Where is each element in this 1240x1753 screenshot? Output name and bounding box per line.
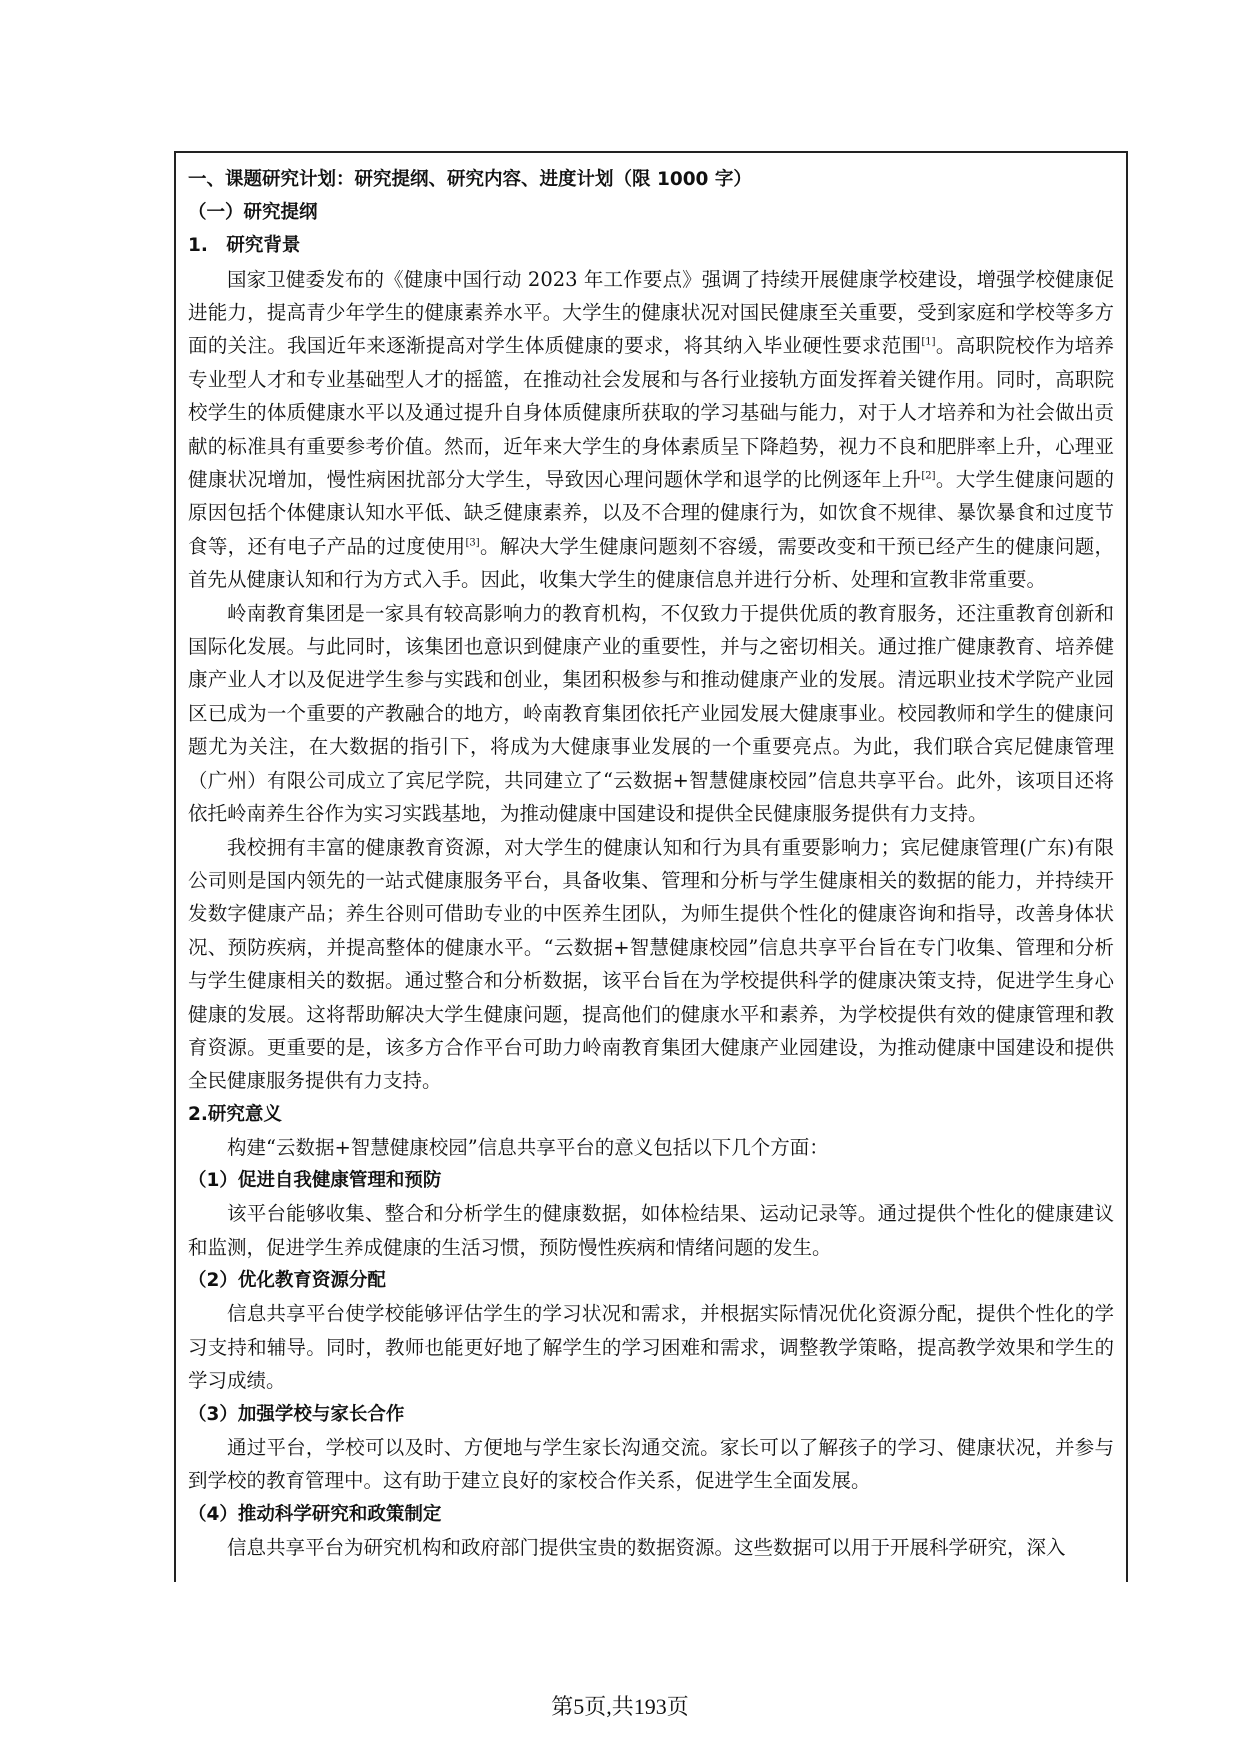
heading-research-background: 1. 研究背景 [188,235,301,257]
paragraph-2: 信息共享平台使学校能够评估学生的学习状况和需求，并根据实际情况优化资源分配，提供个性化的学习支持和辅导。同时，教师也能更好地了解学生的学习困难和需求，调整教学策略，提高教学效果和学生的学习成绩。 [188,1302,1114,1393]
paragraph-text: 国家卫健委发布的《健康中国行动 2023 年工作要点》强调了持续开展健康学校建设，增强学校健康促进能力，提高青少年学生的健康素养水平。大学生的健康状况对国民健康至关重要，受到家庭和学校等多方面的关注。我国近年来逐渐提高对学生体质健康的要求，将其纳入毕业硬性要求范围 [188,267,1114,358]
subheading-1: （1）促进自我健康管理和预防 [188,1170,442,1192]
citation-ref: [2] [921,470,936,482]
paragraph-3: 通过平台，学校可以及时、方便地与学生家长沟通交流。家长可以了解孩子的学习、健康状况，并参与到学校的教育管理中。这有助于建立良好的家校合作关系，促进学生全面发展。 [188,1435,1114,1493]
citation-ref: [3] [465,537,480,549]
paragraph-school-resources: 我校拥有丰富的健康教育资源，对大学生的健康认知和行为具有重要影响力；宾尼健康管理(广东)有限公司则是国内领先的一站式健康服务平台，具备收集、管理和分析与学生健康相关的数据的能力，并持续开发数字健康产品；养生谷则可借助专业的中医养生团队，为师生提供个性化的健康咨询和指导，改善身体状况、预防疾病，并提高整体的健康水平。“云数据+智慧健康校园”信息共享平台旨在专门收集、管理和分析与学生健康相关的数据。通过整合和分析数据，该平台旨在为学校提供科学的健康决策支持，促进学生身心健康的发展。这将帮助解决大学生健康问题，提高他们的健康水平和素养，为学校提供有效的健康管理和教育资源。更重要的是，该多方合作平台可助力岭南教育集团大健康产业园建设，为推动健康中国建设和提供全民健康服务提供有力支持。 [188,835,1114,1093]
paragraph-text: 。大学生健康问题的原因包括个体健康认知水平低、缺乏健康素养，以及不合理的健康行为，如饮食不规律、暴饮暴食和过度节食等，还有电子产品的过度使用 [188,468,1114,558]
subheading-3: （3）加强学校与家长合作 [188,1403,405,1425]
paragraph-lingnan-group: 岭南教育集团是一家具有较高影响力的教育机构，不仅致力于提供优质的教育服务，还注重教育创新和国际化发展。与此同时，该集团也意识到健康产业的重要性，并与之密切相关。通过推广健康教育、培养健康产业人才以及促进学生参与实践和创业，集团积极参与和推动健康产业的发展。清远职业技术学院产业园区已成为一个重要的产教融合的地方，岭南教育集团依托产业园发展大健康事业。校园教师和学生的健康问题尤为关注，在大数据的指引下，将成为大健康事业发展的一个重要亮点。为此，我们联合宾尼健康管理（广州）有限公司成立了宾尼学院，共同建立了“云数据+智慧健康校园”信息共享平台。此外，该项目还将依托岭南养生谷作为实习实践基地，为推动健康中国建设和提供全民健康服务提供有力支持。 [188,601,1114,826]
paragraph-4: 信息共享平台为研究机构和政府部门提供宝贵的数据资源。这些数据可以用于开展科学研究，深入 [227,1535,1066,1559]
paragraph-text: 。解决大学生健康问题刻不容缓，需要改变和干预已经产生的健康问题，首先从健康认知和行为方式入手。因此，收集大学生的健康信息并进行分析、处理和宣教非常重要。 [188,534,1114,592]
content-table-cell [174,151,1128,1582]
page-number: 第5页,共193页 [551,1694,689,1719]
subheading-2: （2）优化教育资源分配 [188,1270,386,1292]
paragraph-intro: 构建“云数据+智慧健康校园”信息共享平台的意义包括以下几个方面： [227,1135,829,1159]
subheading-4: （4）推动科学研究和政策制定 [188,1503,442,1525]
citation-ref: [1] [921,336,936,348]
paragraph-background [188,263,1114,597]
section-title: 一、课题研究计划：研究提纲、研究内容、进度计划（限 1000 字） [188,169,752,190]
heading-research-significance: 2.研究意义 [188,1103,282,1125]
paragraph-1: 该平台能够收集、整合和分析学生的健康数据，如体检结果、运动记录等。通过提供个性化的健康建议和监测，促进学生养成健康的生活习惯，预防慢性疾病和情绪问题的发生。 [188,1202,1114,1259]
subsection-heading: （一）研究提纲 [188,202,318,224]
paragraph-text: 。高职院校作为培养专业型人才和专业基础型人才的摇篮，在推动社会发展和与各行业接轨方面发挥着关键作用。同时，高职院校学生的体质健康水平以及通过提升自身体质健康所获取的学习基础与能力，对于人才培养和为社会做出贡献的标准具有重要参考价值。然而，近年来大学生的身体素质呈下降趋势，视力不良和肥胖率上升，心理亚健康状况增加，慢性病困扰部分大学生，导致因心理问题休学和退学的比例逐年上升 [188,334,1114,492]
